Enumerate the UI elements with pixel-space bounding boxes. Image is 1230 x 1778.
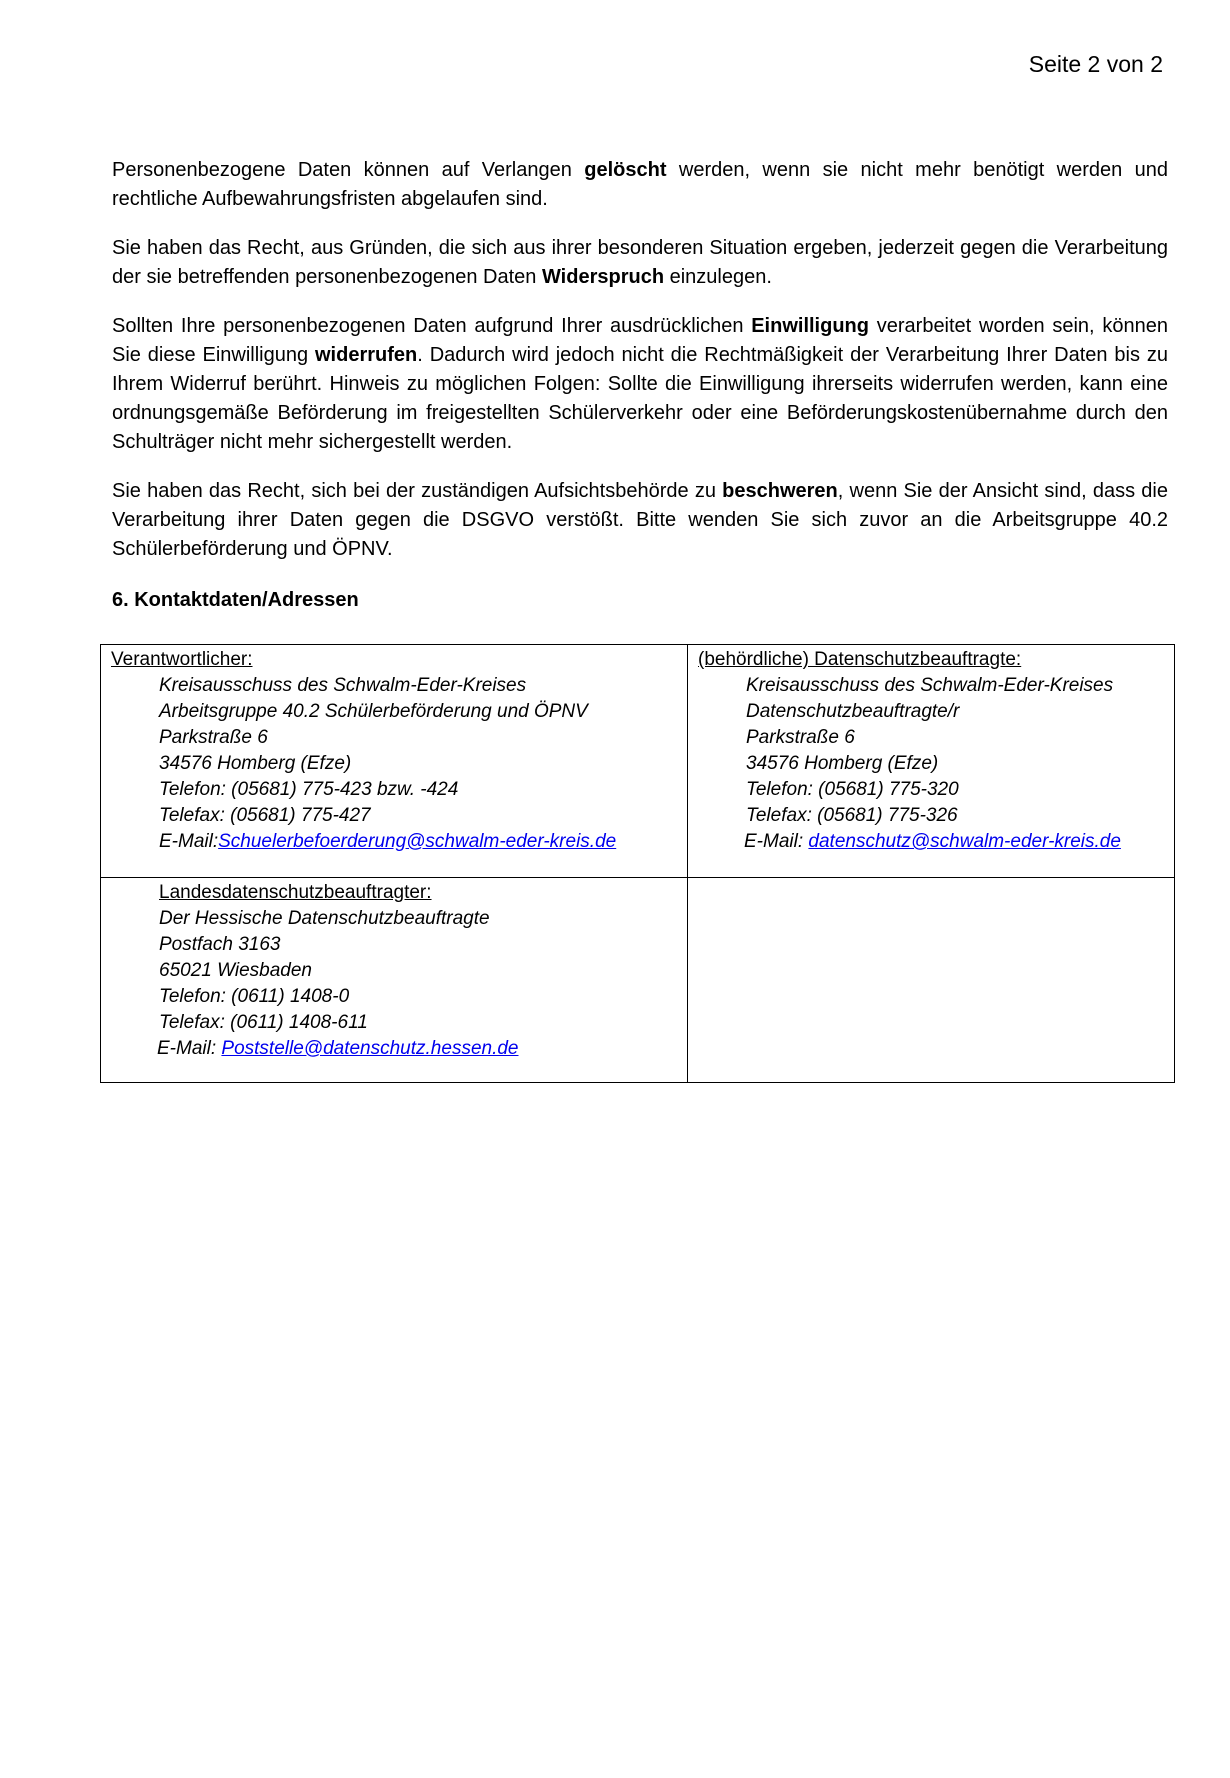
text-run: werden, wenn sie nicht mehr benötigt werden und rechtliche Aufbewahrungsfristen abgelaufen sind.	[112, 159, 1169, 210]
cell-title: Landesdatenschutzbeauftragter:	[159, 882, 432, 903]
address-line: Kreisausschuss des Schwalm-Eder-Kreises	[159, 675, 527, 696]
paragraph-deletion	[112, 156, 1168, 214]
address-line: 34576 Homberg (Efze)	[159, 753, 352, 774]
document-body	[112, 156, 1168, 615]
phone-line: Telefon: (05681) 775-320	[746, 779, 959, 800]
email-link[interactable]: datenschutz@schwalm-eder-kreis.de	[808, 831, 1121, 852]
cell-title: (behördliche) Datenschutzbeauftragte:	[698, 649, 1022, 670]
bold-term: widerrufen	[315, 344, 418, 366]
text-run: Sie haben das Recht, aus Gründen, die sich aus ihrer besonderen Situation ergeben, jederzeit gegen die Verarbeitung der sie betreffenden personenbezogenen Daten	[112, 237, 1168, 288]
fax-line: Telefax: (0611) 1408-611	[159, 1012, 368, 1033]
address-line: Der Hessische Datenschutzbeauftragte	[159, 908, 490, 929]
phone-line: Telefon: (0611) 1408-0	[159, 986, 350, 1007]
phone-line: Telefon: (05681) 775-423 bzw. -424	[159, 779, 459, 800]
text-run: verarbeitet worden sein, können Sie diese Einwilligung	[112, 315, 1168, 366]
table-row	[101, 645, 1175, 878]
email-line	[688, 829, 1174, 855]
text-run: Sollten Ihre personenbezogenen Daten aufgrund Ihrer ausdrücklichen	[112, 315, 752, 337]
paragraph-consent	[112, 312, 1168, 457]
email-label: E-Mail:	[159, 831, 219, 852]
fax-line: Telefax: (05681) 775-427	[159, 805, 371, 826]
email-label: E-Mail:	[744, 831, 809, 852]
bold-term: Einwilligung	[751, 315, 869, 337]
cell-title: Verantwortlicher:	[111, 649, 253, 670]
paragraph-objection	[112, 234, 1168, 292]
email-line	[101, 1036, 687, 1062]
text-run: Personenbezogene Daten können auf Verlangen	[112, 159, 585, 181]
page-number: Seite 2 von 2	[1028, 51, 1163, 77]
address-line: Parkstraße 6	[159, 727, 268, 748]
address-line: 65021 Wiesbaden	[159, 960, 313, 981]
bold-term: Widerspruch	[541, 266, 665, 288]
contacts-table	[100, 644, 1175, 1083]
address-line: Arbeitsgruppe 40.2 Schülerbeförderung und ÖPNV	[159, 701, 588, 722]
address-line: Datenschutzbeauftragte/r	[746, 701, 960, 722]
section-heading: 6. Kontaktdaten/Adressen	[112, 589, 359, 611]
empty-cell	[688, 878, 1175, 1083]
email-line	[101, 829, 687, 855]
text-run: . Dadurch wird jedoch nicht die Rechtmäßigkeit der Verarbeitung Ihrer Daten bis zu Ihrem Widerruf berührt. Hinweis zu möglichen Folgen: Sollte die Einwilligung ihrerseits widerrufen werden, kann eine ordnungsgemäße Beförderung im freigestellten Schülerverkehr oder eine Beförderungskostenübernahme durch den Schulträger nicht mehr sichergestellt werden.	[112, 344, 1168, 453]
address-line: Kreisausschuss des Schwalm-Eder-Kreises	[746, 675, 1114, 696]
contact-cell-dpo	[688, 645, 1175, 878]
table-row	[101, 878, 1175, 1083]
email-link[interactable]: Schuelerbefoerderung@schwalm-eder-kreis.de	[218, 831, 617, 852]
address-line: Postfach 3163	[159, 934, 281, 955]
text-run: , wenn Sie der Ansicht sind, dass die Verarbeitung ihrer Daten gegen die DSGVO verstößt. Bitte wenden Sie sich zuvor an die Arbeitsgruppe 40.2 Schülerbeförderung und ÖPNV.	[112, 480, 1168, 560]
address-line: Parkstraße 6	[746, 727, 855, 748]
text-run: einzulegen.	[664, 266, 772, 288]
contact-cell-responsible	[101, 645, 688, 878]
email-label: E-Mail:	[157, 1038, 222, 1059]
fax-line: Telefax: (05681) 775-326	[746, 805, 958, 826]
paragraph-complaint	[112, 477, 1168, 564]
text-run: Sie haben das Recht, sich bei der zuständigen Aufsichtsbehörde zu	[112, 480, 723, 502]
contact-cell-state	[101, 878, 688, 1083]
bold-term: gelöscht	[584, 159, 667, 181]
bold-term: beschweren	[722, 480, 838, 502]
email-link[interactable]: Poststelle@datenschutz.hessen.de	[221, 1038, 519, 1059]
address-line: 34576 Homberg (Efze)	[746, 753, 939, 774]
